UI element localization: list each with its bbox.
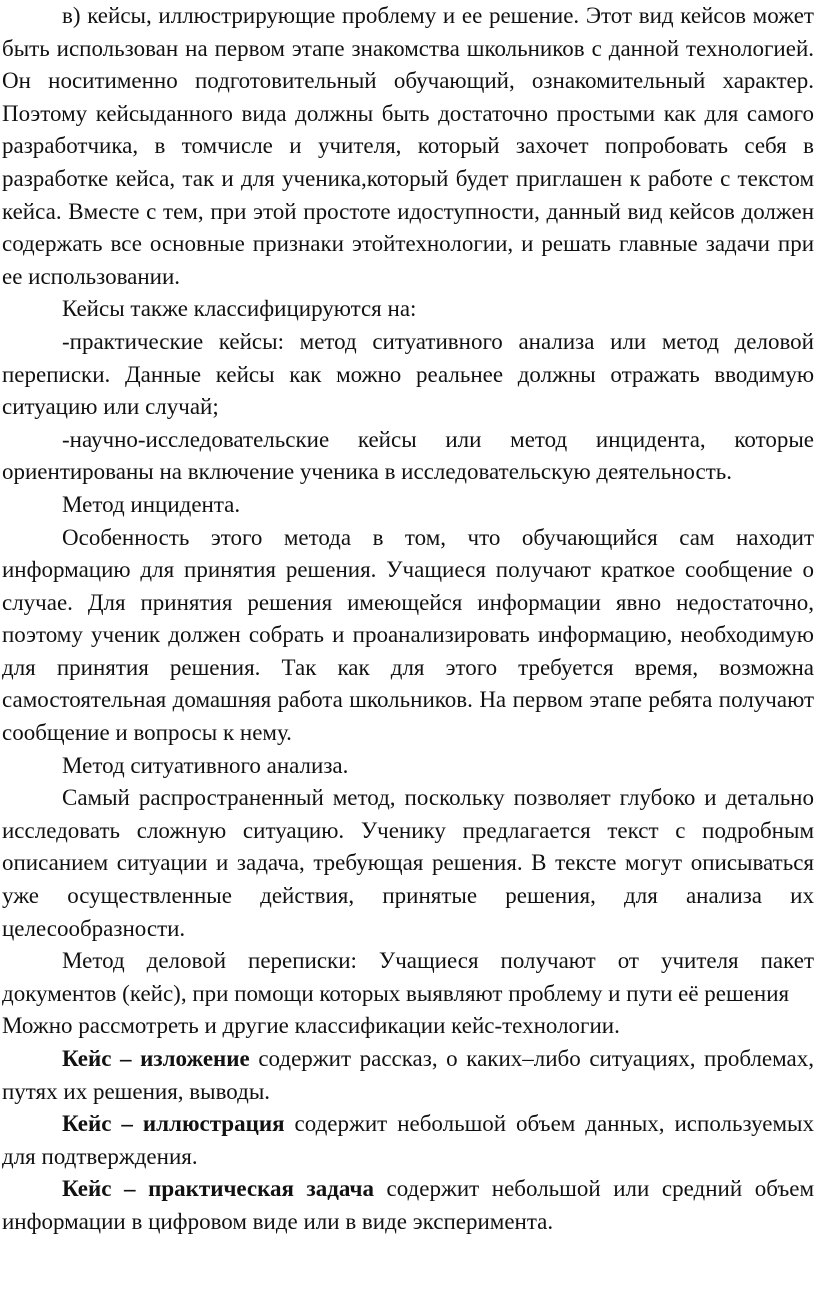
- definition-text: содержит небольшой объем данных, используемых для подтверждения.: [2, 1111, 814, 1169]
- paragraph-practical-cases: -практические кейсы: метод ситуативного анализа или метод деловой переписки. Данные кейсы как можно реальнее должны отражать вводимую ситуацию или случай;: [2, 328, 814, 420]
- definition-case-illustration: [2, 1108, 814, 1173]
- paragraph-research-cases: -научно-исследовательские кейсы или метод инцидента, которые ориентированы на включение ученика в исследовательскую деятельность.: [2, 426, 814, 485]
- definition-text: содержит небольшой или средний объем информации в цифровом виде или в виде эксперимента.: [2, 1176, 814, 1234]
- paragraph-business-correspondence: Метод деловой переписки: Учащиеся получают от учителя пакет документов (кейс), при помощи которых выявляют проблему и пути её решения: [2, 948, 814, 1006]
- paragraph-situational-analysis: Самый распространенный метод, поскольку позволяет глубоко и детально исследовать сложную ситуацию. Ученику предлагается текст с подробным описанием ситуации и задача, требующая решения. В тексте могут описываться уже осуществленные действия, принятые решения, для анализа их целесообразности.: [2, 785, 814, 941]
- definition-term: Кейс – изложение: [62, 1046, 250, 1071]
- paragraph-case-type-v: в) кейсы, иллюстрирующие проблему и ее решение. Этот вид кейсов может быть использован на первом этапе знакомства школьников с данной технологией. Он ноcитименно подготовительный обучающий, ознакомительный характер. Поэтому кейсыданного вида должны быть достаточно простыми как для самого разработчика, в томчисле и учителя, который захочет попробовать себя в разработке кейса, так и для ученика,который будет приглашен к работе с текстом кейса. Вместе с тем, при этой простоте идоступности, данный вид кейсов должен содержать все основные признаки этойтехнологии, и решать главные задачи при ее использовании.: [2, 3, 814, 289]
- definition-term: Кейс – практическая задача: [62, 1176, 374, 1202]
- heading-situational-analysis: Метод ситуативного анализа.: [62, 752, 349, 778]
- definition-term: Кейс – иллюстрация: [62, 1111, 285, 1137]
- definition-case-practical-task: [2, 1173, 814, 1238]
- paragraph-incident-method: Особенность этого метода в том, что обучающийся сам находит информацию для принятия решения. Учащиеся получают краткое сообщение о случае. Для принятия решения имеющейся информации явно недостаточно, поэтому ученик должен собрать и проанализировать информацию, необходимую для принятия решения. Так как для этого требуется время, возможна самостоятельная домашняя работа школьников. На первом этапе ребята получают сообщение и вопросы к нему.: [2, 524, 814, 746]
- paragraph-classification-intro: Кейсы также классифицируются на:: [62, 296, 417, 322]
- paragraph-other-classifications: Можно рассмотреть и другие классификации кейс-технологии.: [2, 1013, 620, 1039]
- heading-incident-method: Метод инцидента.: [62, 491, 241, 517]
- definition-case-statement: [2, 1043, 814, 1108]
- definition-text: содержит рассказ, о каких–либо ситуациях, проблемах, путях их решения, выводы.: [2, 1046, 815, 1104]
